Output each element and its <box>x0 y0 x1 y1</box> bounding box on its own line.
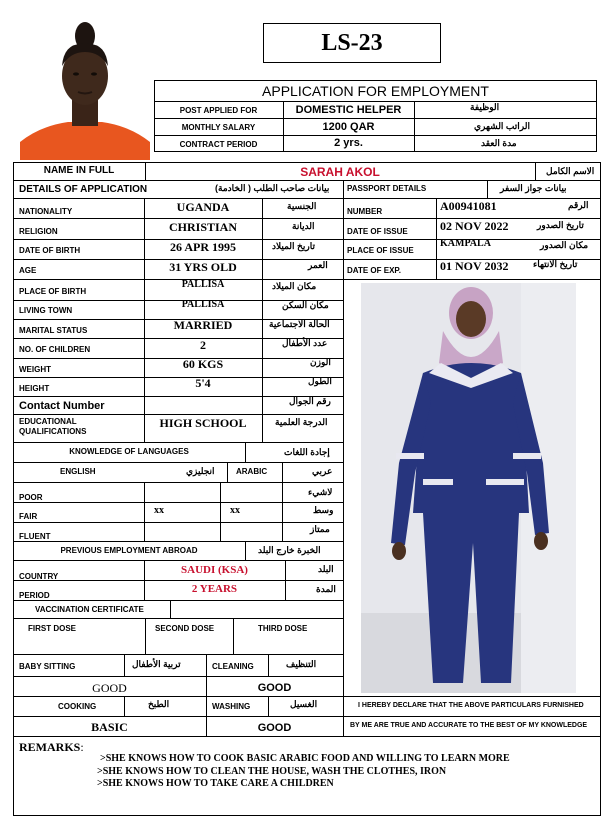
remark-line-3: >SHE KNOWS HOW TO TAKE CARE A CHILDREN <box>97 778 334 789</box>
passport-ar: بيانات جواز السفر <box>500 183 567 193</box>
country-value: SAUDI (KSA) <box>181 564 248 576</box>
expiry-ar: تاريخ الانتهاء <box>533 259 578 269</box>
post-applied-label: POST APPLIED FOR <box>179 106 258 115</box>
issue-place-label: PLACE OF ISSUE <box>347 246 414 255</box>
english-ar: انجليزي <box>186 466 215 476</box>
declaration-line-2: BY ME ARE TRUE AND ACCURATE TO THE BEST OF MY KNOWLEDGE <box>350 722 588 729</box>
remark-line-2: >SHE KNOWS HOW TO CLEAN THE HOUSE, WASH THE CLOTHES, IRON <box>97 766 447 777</box>
living-town-value: PALLISA <box>181 299 225 310</box>
applicant-name: SARAH AKOL <box>300 165 380 179</box>
issue-place-ar: مكان الصدور <box>540 240 589 250</box>
marital-label: MARITAL STATUS <box>19 326 88 335</box>
contract-label: CONTRACT PERIOD <box>179 140 258 149</box>
children-ar: عدد الأطفال <box>282 338 328 348</box>
age-ar: العمر <box>308 260 328 270</box>
children-label: NO. OF CHILDREN <box>19 345 91 354</box>
form-title: APPLICATION FOR EMPLOYMENT <box>262 83 489 99</box>
expiry-label: DATE OF EXP. <box>347 266 401 275</box>
washing-value: GOOD <box>257 722 292 734</box>
vaccination-label: VACCINATION CERTIFICATE <box>35 605 144 614</box>
name-ar: الاسم الكامل <box>546 166 595 176</box>
arabic-ar: عربي <box>312 466 333 476</box>
cooking-value: BASIC <box>91 720 128 734</box>
salary-label: MONTHLY SALARY <box>181 123 256 132</box>
education-value: HIGH SCHOOL <box>159 416 247 430</box>
height-ar: الطول <box>308 376 332 386</box>
fluent-label: FLUENT <box>19 532 51 541</box>
languages-label: KNOWLEDGE OF LANGUAGES <box>69 447 189 456</box>
fair-arabic: xx <box>230 505 240 516</box>
salary-value: 1200 QAR <box>322 121 375 133</box>
dob-label: DATE OF BIRTH <box>19 246 81 255</box>
washing-ar: الغسيل <box>290 699 318 709</box>
second-dose-label: SECOND DOSE <box>155 624 215 633</box>
dob-ar: تاريخ الميلاد <box>272 241 315 251</box>
languages-ar: إجادة اللغات <box>284 447 330 457</box>
living-town-label: LIVING TOWN <box>19 306 73 315</box>
religion-label: RELIGION <box>19 227 58 236</box>
pob-value: PALLISA <box>181 279 225 290</box>
remark-line-1: >SHE KNOWS HOW TO COOK BASIC ARABIC FOOD AND WILLING TO LEARN MORE <box>100 753 510 764</box>
issue-date-value: 02 NOV 2022 <box>440 219 509 233</box>
height-label: HEIGHT <box>19 384 50 393</box>
details-label: DETAILS OF APPLICATION <box>19 184 148 195</box>
fair-label: FAIR <box>19 512 38 521</box>
portrait-photo <box>20 14 150 160</box>
first-dose-label: FIRST DOSE <box>28 624 77 633</box>
full-body-photo <box>361 283 576 693</box>
weight-ar: الوزن <box>310 357 331 367</box>
cleaning-value: GOOD <box>257 682 292 694</box>
name-label: NAME IN FULL <box>43 165 115 176</box>
contract-ar: مدة العقد <box>481 138 517 148</box>
living-town-ar: مكان السكن <box>282 300 329 310</box>
period-value: 2 YEARS <box>191 583 238 595</box>
education-label: EDUCATIONAL QUALIFICATIONS <box>19 417 87 436</box>
declaration-line-1: I HEREBY DECLARE THAT THE ABOVE PARTICULARS FURNISHED <box>358 702 584 709</box>
post-applied-value: DOMESTIC HELPER <box>295 104 402 116</box>
details-ar: بيانات صاحب الطلب ( الخادمة) <box>215 183 330 193</box>
post-applied-ar: الوظيفة <box>470 102 500 112</box>
nationality-label: NATIONALITY <box>19 207 73 216</box>
reference-code: LS-23 <box>321 30 383 56</box>
period-ar: المدة <box>316 584 336 594</box>
contact-label: Contact Number <box>19 400 105 412</box>
arabic-label: ARABIC <box>236 467 268 476</box>
baby-sitting-value: GOOD <box>92 681 127 695</box>
religion-ar: الديانة <box>292 221 315 231</box>
baby-sitting-ar: تربية الأطفال <box>132 659 181 669</box>
contact-ar: رقم الجوال <box>289 396 331 406</box>
issue-date-ar: تاريخ الصدور <box>537 220 584 230</box>
dob-value: 26 APR 1995 <box>170 240 236 254</box>
poor-ar: لاشيء <box>308 487 333 497</box>
poor-label: POOR <box>19 493 43 502</box>
pob-label: PLACE OF BIRTH <box>19 287 87 296</box>
contract-value: 2 yrs. <box>334 137 363 149</box>
period-label: PERIOD <box>19 591 50 600</box>
passport-number-ar: الرقم <box>568 200 589 210</box>
passport-number-value: A00941081 <box>440 199 497 213</box>
height-value: 5'4 <box>195 376 211 390</box>
marital-ar: الحالة الاجتماعية <box>269 319 330 329</box>
weight-value: 60 KGS <box>182 357 224 371</box>
fair-ar: وسط <box>313 505 334 515</box>
washing-label: WASHING <box>212 702 251 711</box>
issue-date-label: DATE OF ISSUE <box>347 227 408 236</box>
education-ar: الدرجة العلمية <box>275 417 328 427</box>
remarks-label: REMARKS: <box>19 740 84 754</box>
issue-place-value: KAMPALA <box>440 238 491 249</box>
expiry-value: 01 NOV 2032 <box>440 259 509 273</box>
third-dose-label: THIRD DOSE <box>258 624 308 633</box>
cleaning-label: CLEANING <box>212 662 254 671</box>
salary-ar: الراتب الشهري <box>474 121 530 131</box>
previous-employment-ar: الخبرة خارج البلد <box>258 545 321 555</box>
age-value: 31 YRS OLD <box>169 260 237 274</box>
fair-english: xx <box>154 505 164 516</box>
religion-value: CHRISTIAN <box>168 220 237 234</box>
fluent-ar: ممتاز <box>310 524 330 534</box>
baby-sitting-label: BABY SITTING <box>19 662 76 671</box>
passport-number-label: NUMBER <box>347 207 383 216</box>
nationality-value: UGANDA <box>176 200 230 214</box>
weight-label: WEIGHT <box>19 365 51 374</box>
cooking-label: COOKING <box>58 702 97 711</box>
age-label: AGE <box>19 266 37 275</box>
pob-ar: مكان الميلاد <box>272 281 317 291</box>
country-ar: البلد <box>318 564 334 574</box>
passport-label: PASSPORT DETAILS <box>347 184 427 193</box>
cooking-ar: الطبخ <box>148 699 170 709</box>
children-value: 2 <box>200 338 206 352</box>
previous-employment-label: PREVIOUS EMPLOYMENT ABROAD <box>60 546 198 555</box>
english-label: ENGLISH <box>60 467 96 476</box>
marital-value: MARRIED <box>173 318 233 332</box>
cleaning-ar: التنظيف <box>286 659 317 669</box>
nationality-ar: الجنسية <box>287 201 317 211</box>
country-label: COUNTRY <box>19 572 59 581</box>
